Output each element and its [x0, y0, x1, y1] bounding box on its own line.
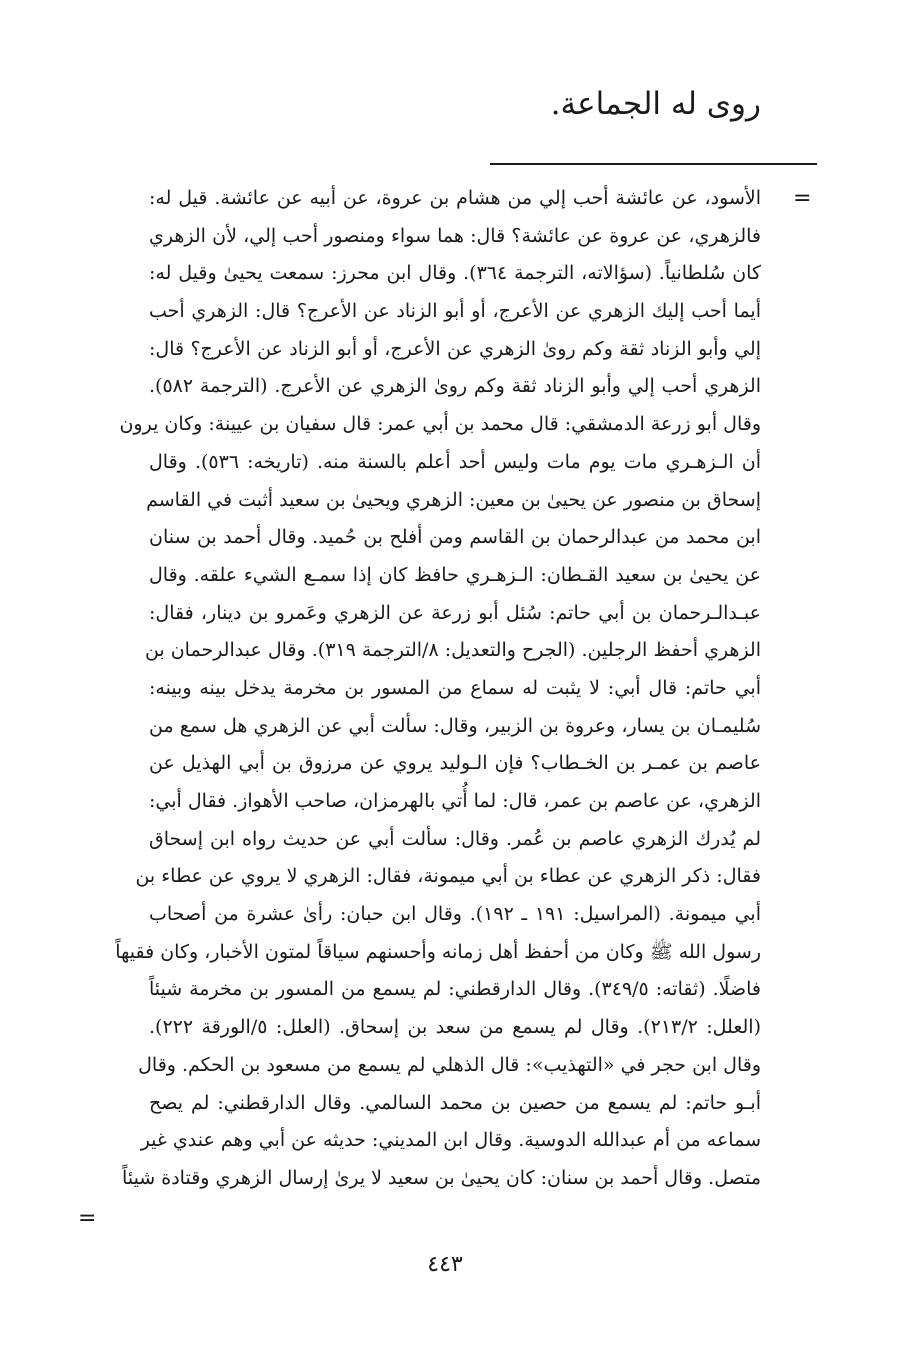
footnote-line: فقال: ذكر الزهري عن عطاء بن أبي ميمونة، فقال: الزهري لا يروي عن عطاء بن — [135, 865, 761, 888]
footnote-separator-rule — [490, 163, 817, 165]
footnote-line: أبـو حاتم: لم يسمع من حصين بن محمد السالمي. وقال الدارقطني: لم يصح — [149, 1091, 761, 1114]
footnote-line: (العلل: ٢١٣/٢). وقال لم يسمع من سعد بن إسحاق. (العلل: ٥/الورقة ٢٢٢). — [149, 1016, 761, 1039]
footnote-line: الأسود، عن عائشة أحب إلي من هشام بن عروة، عن أبيه عن عائشة. قيل له: — [149, 187, 761, 209]
footnote-line: أبي حاتم: قال أبي: لا يثبت له سماع من المسور بن مخرمة يدخل بينه وبينه: — [149, 676, 761, 699]
main-text: روى له الجماعة. — [550, 86, 761, 122]
footnote-line: الزهري أحفظ الرجلين. (الجرح والتعديل: ٨/الترجمة ٣١٩). وقال عبدالرحمان بن — [144, 639, 761, 662]
footnote-line: سُليمـان بن يسار، وعروة بن الزبير، وقال: سألت أبي عن الزهري هل سمع من — [149, 714, 761, 737]
footnote-continuation-mark-bottom: = — [78, 1206, 97, 1231]
footnote-line: الزهري أحب إلي وأبو الزناد ثقة وكم روىٰ الزهري عن الأعرج. (الترجمة ٥٨٢). — [149, 375, 761, 398]
footnote-line: متصل. وقال أحمد بن سنان: كان يحيىٰ بن سعيد لا يرىٰ إرسال الزهري وقتادة شيئاً — [122, 1166, 761, 1189]
footnote-line: إلي وأبو الزناد ثقة وكم روىٰ الزهري عن الأعرج، أو أبو الزناد عن الأعرج؟ قال: — [149, 337, 761, 360]
page-number: ٤٤٣ — [427, 1252, 463, 1277]
footnote-line: أبي ميمونة. (المراسيل: ١٩١ ـ ١٩٢). وقال ابن حبان: رأىٰ عشرة من أصحاب — [149, 903, 761, 926]
footnote-line: ابن محمد من عبدالرحمان بن القاسم ومن أفلح بن حُميد. وقال أحمد بن سنان — [149, 526, 761, 549]
footnote-line: عاصم بن عمـر بن الخـطاب؟ فإن الـوليد يروي عن مرزوق بن أبي الهذيل عن — [149, 752, 761, 775]
footnote-block — [115, 180, 762, 1198]
footnote-line: وقال أبو زرعة الدمشقي: قال محمد بن أبي عمر: قال سفيان بن عيينة: وكان يرون — [119, 413, 761, 436]
footnote-line: عبـدالـرحمان بن أبي حاتم: سُئل أبو زرعة عن الزهري وعَمرو بن دينار، فقال: — [149, 601, 761, 624]
footnote-line: فالزهري، عن عروة عن عائشة؟ قال: هما سواء ومنصور أحب إلي، لأن الزهري — [149, 224, 761, 247]
footnote-line: كان سُلطانياً. (سؤالاته، الترجمة ٣٦٤). وقال ابن محرز: سمعت يحيىٰ وقيل له: — [149, 262, 761, 285]
footnote-line: عن يحيىٰ بن سعيد القـطان: الـزهـري حافظ كان إذا سمـع الشيء علقه. وقال — [149, 563, 761, 586]
footnote-line: أن الـزهـري مات يوم مات وليس أحد أعلم بالسنة منه. (تاريخه: ٥٣٦). وقال — [149, 450, 762, 473]
footnote-line: وقال ابن حجر في «التهذيب»: قال الذهلي لم يسمع من مسعود بن الحكم. وقال — [138, 1053, 761, 1076]
footnote-line: فاضلًا. (ثقاته: ٣٤٩/٥). وقال الدارقطني: لم يسمع من المسور بن مخرمة شيئاً — [149, 978, 762, 1001]
footnote-line: رسول الله ﷺ وكان من أحفظ أهل زمانه وأحسنهم سياقاً لمتون الأخبار، وكان فقيهاً — [115, 940, 761, 963]
footnote-line: أيما أحب إليك الزهري عن الأعرج، أو أبو الزناد عن الأعرج؟ قال: الزهري أحب — [149, 300, 761, 323]
footnote-continuation-mark-top: = — [793, 186, 812, 211]
footnote-line: لم يُدرك الزهري عاصم بن عُمر. وقال: سألت أبي عن حديث رواه ابن إسحاق — [149, 827, 761, 850]
footnote-line: سماعه من أم عبدالله الدوسية. وقال ابن المديني: حديثه عن أبي وهم عندي غير — [140, 1129, 761, 1152]
footnote-line: إسحاق بن منصور عن يحيىٰ بن معين: الزهري ويحيىٰ بن سعيد أثبت في القاسم — [146, 488, 761, 511]
footnote-line: الزهري، عن عاصم بن عمر، قال: لما أُتي بالهرمزان، صاحب الأهواز. فقال أبي: — [149, 790, 761, 812]
